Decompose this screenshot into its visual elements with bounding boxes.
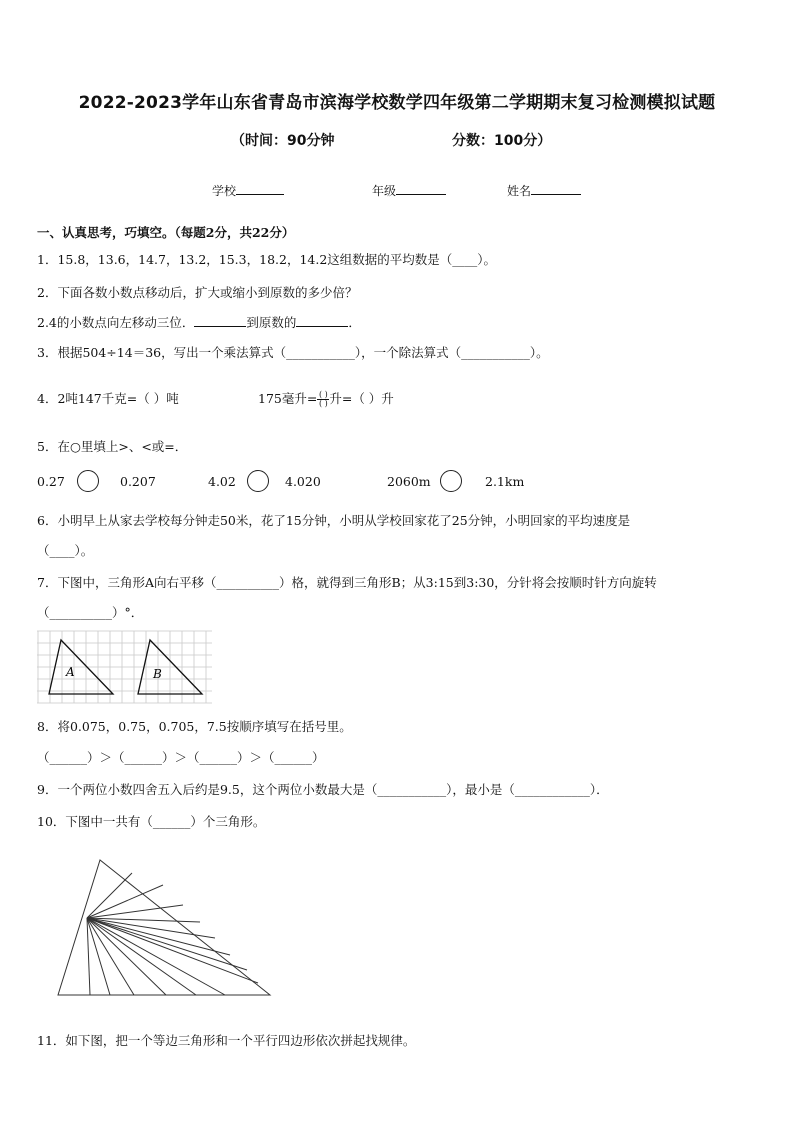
question-11: 11．如下图，把一个等边三角形和一个平行四边形依次拼起找规律。 — [37, 1033, 416, 1048]
compare-circle[interactable] — [77, 470, 99, 492]
question-4-part-1: 4．2吨147千克=（ ）吨 — [37, 391, 179, 406]
grade-blank[interactable] — [396, 182, 446, 195]
q2-blank-2[interactable] — [296, 314, 348, 327]
q4-fraction-top: ( ) — [318, 390, 328, 399]
q2-text-a: 2.4的小数点向左移动三位． — [37, 315, 195, 330]
school-blank[interactable] — [236, 182, 284, 195]
question-6-cont: （____）。 — [37, 543, 94, 558]
q5-value: 4.02 — [208, 474, 236, 489]
triangle-b-label: B — [153, 667, 162, 681]
question-8-answer-row: （______）＞（______）＞（______）＞（______） — [37, 750, 325, 765]
name-blank[interactable] — [531, 182, 581, 195]
school-label: 学校 — [212, 184, 237, 198]
fan-line — [87, 918, 200, 922]
question-7-cont: （__________）°． — [37, 605, 144, 620]
name-field — [507, 182, 581, 199]
grade-label: 年级 — [372, 184, 397, 198]
q5-value: 4.020 — [285, 474, 321, 489]
q4-text-b: 升=（ ）升 — [329, 391, 394, 406]
compare-circle[interactable] — [440, 470, 462, 492]
question-3: 3．根据504÷14＝36，写出一个乘法算式（___________），一个除法算式（___________）。 — [37, 345, 549, 360]
question-1: 1．15.8，13.6，14.7，13.2，15.3，18.2，14.2这组数据的平均数是（____）。 — [37, 252, 497, 267]
fan-line — [87, 918, 90, 995]
grade-field — [372, 182, 446, 199]
question-2: 2．下面各数小数点移动后，扩大或缩小到原数的多少倍？ — [37, 285, 358, 300]
q2-text-b: 到原数的 — [246, 315, 297, 330]
name-label: 姓名 — [507, 184, 532, 198]
question-4-part-2 — [258, 389, 394, 408]
exam-time: （时间：90分钟 — [231, 133, 335, 149]
translation-grid-figure — [37, 630, 213, 706]
fan-line — [87, 918, 196, 995]
question-6: 6．小明早上从家去学校每分钟走50米，花了15分钟，小明从学校回家花了25分钟，小明回家的平均速度是 — [37, 513, 631, 528]
q4-fraction-bottom: ( ) — [318, 399, 328, 408]
triangle-count-figure — [50, 855, 280, 1000]
q4-text-a: 175毫升= — [258, 391, 318, 406]
section-heading: 一、认真思考，巧填空。（每题2分，共22分） — [37, 225, 295, 240]
exam-score: 分数：100分） — [452, 133, 552, 149]
q5-value: 2060m — [387, 474, 431, 489]
question-2-sub — [37, 313, 361, 331]
q5-value: 2.1km — [485, 474, 525, 489]
school-field — [212, 182, 284, 199]
question-8: 8．将0.075，0.75，0.705，7.5按顺序填写在括号里。 — [37, 719, 352, 734]
question-7: 7．下图中，三角形A向右平移（__________）格，就得到三角形B；从3:15到3:30，分针将会按顺时针方向旋转 — [37, 575, 657, 590]
question-9: 9．一个两位小数四舍五入后约是9.5，这个两位小数最大是（___________），最小是（____________）． — [37, 782, 609, 797]
q2-text-c: ． — [348, 315, 361, 330]
triangle-a-label: A — [66, 665, 75, 679]
q5-value: 0.27 — [37, 474, 65, 489]
q5-value: 0.207 — [120, 474, 156, 489]
q4-fraction — [317, 391, 329, 408]
fan-line — [87, 918, 258, 983]
page-title: 2022-2023学年山东省青岛市滨海学校数学四年级第二学期期末复习检测模拟试题 — [78, 93, 716, 113]
q2-blank-1[interactable] — [194, 314, 246, 327]
question-5: 5．在○里填上>、<或=． — [37, 439, 188, 454]
question-10: 10．下图中一共有（______）个三角形。 — [37, 814, 266, 829]
compare-circle[interactable] — [247, 470, 269, 492]
